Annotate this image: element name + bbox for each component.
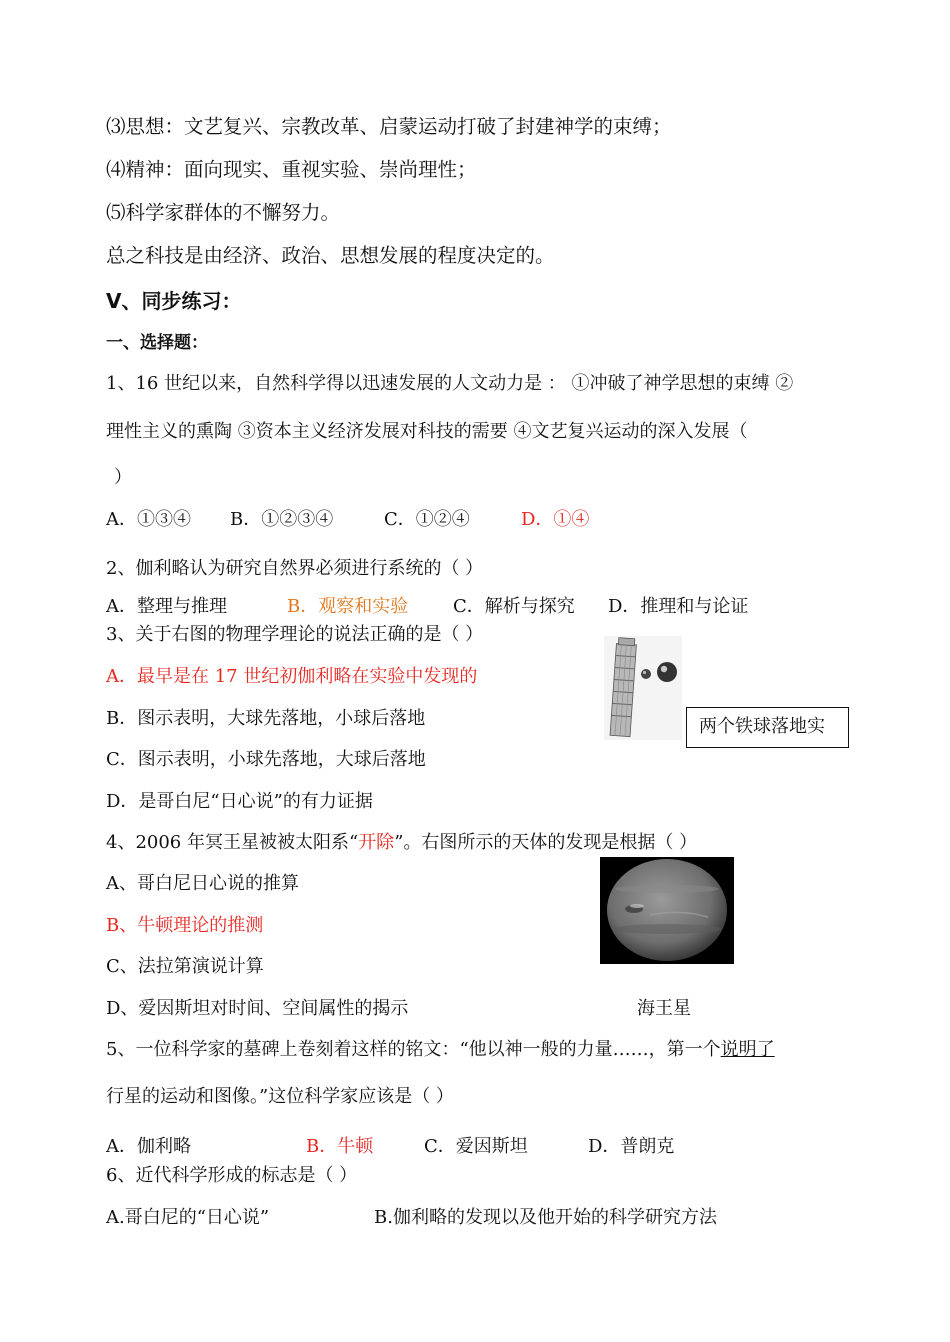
q3-stem: 3、关于右图的物理学理论的说法正确的是（ ） [106, 624, 484, 645]
q1-stem-line2: 理性主义的熏陶 ③资本主义经济发展对科技的需要 ④文艺复兴运动的深入发展（ [106, 421, 748, 442]
q3-option-d: D．是哥白尼“日心说”的有力证据 [106, 791, 373, 812]
q5-stem-line1 [106, 1039, 775, 1061]
q5-option-c: C．爱因斯坦 [424, 1136, 528, 1157]
summary-point-4: ⑷精神：面向现实、重视实验、崇尚理性； [106, 158, 477, 181]
q4-option-b-answer: B、牛顿理论的推测 [106, 915, 264, 936]
q2-option-a: A．整理与推理 [106, 596, 227, 617]
summary-conclusion: 总之科技是由经济、政治、思想发展的程度决定的。 [106, 244, 555, 267]
subsection-title: 一、选择题： [106, 333, 208, 353]
q4-stem-highlight: 开除 [358, 832, 395, 853]
q1-option-a: A．①③④ [106, 509, 191, 530]
section-title: Ⅴ、同步练习： [106, 289, 242, 313]
q1-stem-line3: ） [114, 467, 132, 488]
neptune-figure [600, 857, 734, 964]
q5-stem-line2: 行星的运动和图像。”这位科学家应该是（ ） [106, 1086, 454, 1107]
q2-option-b-answer: B．观察和实验 [287, 596, 409, 617]
q4-option-a: A、哥白尼日心说的推算 [106, 873, 299, 894]
q6-stem: 6、近代科学形成的标志是（ ） [106, 1165, 358, 1186]
q5-option-d: D．普朗克 [588, 1136, 675, 1157]
q6-option-b: B.伽利略的发现以及他开始的科学研究方法 [374, 1207, 717, 1228]
q4-option-d: D、爱因斯坦对时间、空间属性的揭示 [106, 998, 409, 1019]
q4-stem-after: ”。右图所示的天体的发现是根据（ ） [394, 832, 698, 853]
leaning-tower-figure [604, 636, 682, 740]
q5-option-a: A．伽利略 [106, 1136, 191, 1157]
q3-option-b: B．图示表明，大球先落地，小球后落地 [106, 708, 426, 729]
q4-stem-before: 4、2006 年冥王星被被太阳系“ [106, 832, 359, 853]
q3-option-a-answer: A．最早是在 17 世纪初伽利略在实验中发现的 [106, 666, 478, 687]
q2-stem: 2、伽利略认为研究自然界必须进行系统的（ ） [106, 558, 484, 579]
q5-stem-underlined: 说明了 [720, 1039, 775, 1060]
q6-option-a: A.哥白尼的“日心说” [106, 1207, 270, 1228]
q1-stem-line1: 1、16 世纪以来，自然科学得以迅速发展的人文动力是 ： ①冲破了神学思想的束缚 ② [106, 373, 794, 394]
q5-stem-line1-text: 5、一位科学家的墓碑上卷刻着这样的铭文：“他以神一般的力量……，第一个 [106, 1039, 721, 1060]
q2-option-d: D．推理和与论证 [608, 596, 749, 617]
summary-point-3: ⑶思想：文艺复兴、宗教改革、启蒙运动打破了封建神学的束缚； [106, 115, 672, 138]
q3-option-c: C．图示表明，小球先落地，大球后落地 [106, 749, 426, 770]
q5-option-b-answer: B．牛顿 [306, 1136, 374, 1157]
summary-point-5: ⑸科学家群体的不懈努力。 [106, 201, 341, 224]
q2-option-c: C．解析与探究 [453, 596, 575, 617]
q1-option-d-answer: D．①④ [521, 509, 590, 530]
q4-option-c: C、法拉第演说计算 [106, 956, 264, 977]
q4-stem [106, 832, 697, 854]
q1-option-c: C．①②④ [384, 509, 470, 530]
q4-figure-caption: 海王星 [637, 998, 691, 1019]
q1-option-b: B．①②③④ [230, 509, 334, 530]
q3-figure-caption: 两个铁球落地实 [686, 707, 849, 748]
